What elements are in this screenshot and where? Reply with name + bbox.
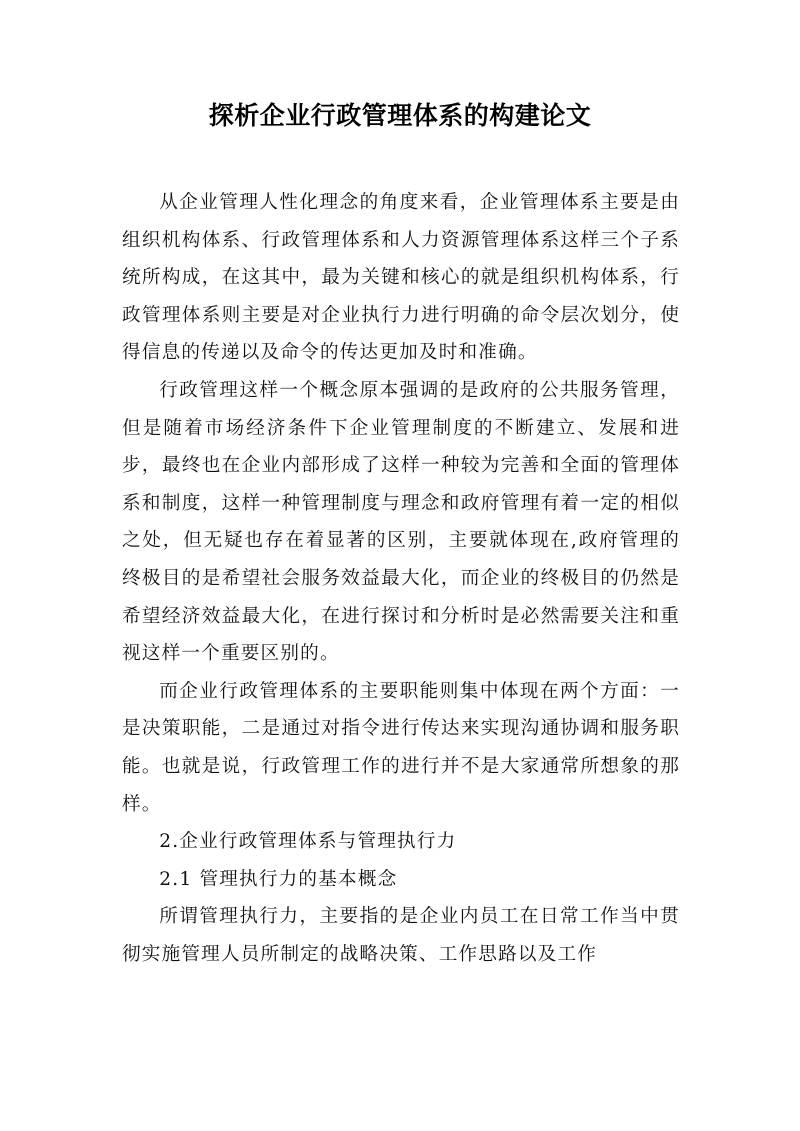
document-body [122, 184, 680, 973]
section-heading: 2.企业行政管理体系与管理执行力 [159, 831, 457, 853]
paragraph-administrative-concept: 行政管理这样一个概念原本强调的是政府的公共服务管理，但是随着市场经济条件下企业管理制度的不断建立、发展和进步，最终也在企业内部形成了这样一种较为完善和全面的管理体系和制度，这样一种管理制度与理念和政府管理有着一定的相似之处，但无疑也存在着显著的区别，主要就体现在,政府管理的终极目的是希望社会服务效益最大化，而企业的终极目的仍然是希望经济效益最大化，在进行探讨和分析时是必然需要关注和重视这样一个重要区别的。 [122, 379, 680, 665]
paragraph-management-system: 从企业管理人性化理念的角度来看，企业管理体系主要是由组织机构体系、行政管理体系和人力资源管理体系这样三个子系统所构成，在这其中，最为关键和核心的就是组织机构体系，行政管理体系则主要是对企业执行力进行明确的命令层次划分，使得信息的传递以及命令的传达更加及时和准确。 [122, 192, 680, 364]
document-title: 探析企业行政管理体系的构建论文 [208, 101, 592, 130]
paragraph-execution-definition: 所谓管理执行力，主要指的是企业内员工在日常工作当中贯彻实施管理人员所制定的战略决策、工作思路以及工作 [122, 906, 680, 965]
paragraph-administrative-functions: 而企业行政管理体系的主要职能则集中体现在两个方面：一是决策职能，二是通过对指令进行传达来实现沟通协调和服务职能。也就是说，行政管理工作的进行并不是大家通常所想象的那样。 [122, 680, 680, 815]
subsection-heading: 2.1 管理执行力的基本概念 [159, 868, 398, 890]
